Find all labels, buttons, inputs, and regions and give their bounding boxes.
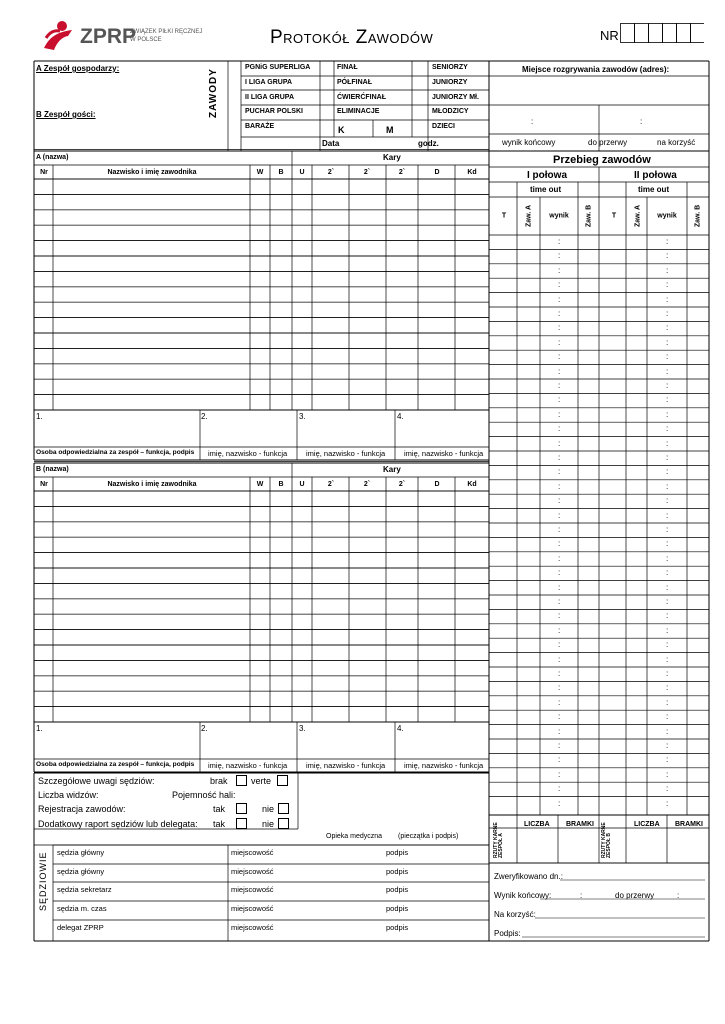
final-score-label: wynik końcowy bbox=[502, 138, 556, 147]
referee-role-1: sędzia główny bbox=[57, 867, 105, 876]
team-a-official-num-3: 4. bbox=[397, 412, 404, 421]
score-colon-b-5: : bbox=[666, 309, 669, 318]
score-colon-b-17: : bbox=[666, 481, 669, 491]
referee-place-3: miejscowość bbox=[231, 904, 274, 913]
competition-4: BARAŻE bbox=[245, 123, 275, 130]
uwagi-label: Szczegółowe uwagi sędziów: bbox=[38, 776, 155, 786]
team-b-official-num-2: 3. bbox=[299, 724, 306, 733]
team-b-col-5: 2` bbox=[327, 481, 335, 488]
team-b-col-1: Nazwisko i imię zawodnika bbox=[107, 481, 197, 488]
category-4: DZIECI bbox=[432, 123, 455, 130]
team-a-col-1: Nazwisko i imię zawodnika bbox=[107, 169, 197, 176]
progress-col-7: Zaw. B bbox=[694, 204, 702, 228]
score-colon-b-26: : bbox=[666, 611, 669, 621]
score-colon-a-12: : bbox=[558, 409, 561, 419]
referee-sign-0: podpis bbox=[386, 848, 409, 857]
score-colon-b-8: : bbox=[666, 352, 669, 362]
team-b-official-num-0: 1. bbox=[36, 724, 43, 733]
score-colon-a-10: : bbox=[558, 381, 561, 390]
team-a-official-num-1: 2. bbox=[201, 412, 208, 421]
score-colon-b-13: : bbox=[666, 424, 669, 434]
score-colon-b-2: : bbox=[666, 265, 669, 275]
team-b-col-2: W bbox=[256, 481, 264, 488]
score-colon-a-17: : bbox=[558, 481, 561, 491]
progress-col-4: T bbox=[611, 212, 617, 220]
score-colon-b-29: : bbox=[666, 654, 669, 664]
progress-col-5: Zaw. A bbox=[634, 204, 642, 228]
referee-sign-4: podpis bbox=[386, 923, 409, 932]
nr-label: NR bbox=[600, 28, 619, 43]
score-colon-a-34: : bbox=[558, 726, 561, 736]
score-colon-a-35: : bbox=[558, 741, 561, 750]
score-colon-a-3: : bbox=[558, 280, 561, 290]
verif-half-label: do przerwy bbox=[615, 891, 655, 900]
score-colon-b-6: : bbox=[666, 323, 669, 333]
half-score-label: do przerwy bbox=[588, 138, 628, 147]
rzuty-b-label: RZUTY KARNE ZESPÓŁ B bbox=[601, 822, 612, 858]
score-colon-b-20: : bbox=[666, 525, 669, 534]
score-colon-b-36: : bbox=[666, 755, 669, 765]
score-colon-b-0: : bbox=[666, 237, 669, 246]
team-b-team-label: B (nazwa) bbox=[36, 466, 69, 473]
team-b-official-sub-0: imię, nazwisko - funkcja bbox=[208, 761, 288, 770]
score-colon-a-21: : bbox=[558, 539, 561, 549]
extra-label: na korzyść bbox=[657, 138, 696, 147]
team-a-col-8: D bbox=[434, 169, 440, 176]
page-title: Protokół Zawodów bbox=[270, 27, 434, 48]
score-colon-b-24: : bbox=[666, 582, 669, 592]
team-a-col-5: 2` bbox=[327, 169, 335, 176]
score-colon-b-16: : bbox=[666, 467, 669, 477]
round-1: PÓŁFINAŁ bbox=[337, 79, 372, 86]
verified-label: Zweryfikowano dn.: bbox=[494, 872, 563, 881]
verif-extra-label: Na korzyść: bbox=[494, 910, 536, 919]
team-b-col-9: Kd bbox=[467, 481, 477, 488]
score-colon-b-37: : bbox=[666, 769, 669, 779]
referee-place-0: miejscowość bbox=[231, 848, 274, 857]
team-b-col-0: Nr bbox=[40, 481, 48, 488]
competition-3: PUCHAR POLSKI bbox=[245, 108, 303, 115]
k-label: K bbox=[338, 125, 345, 135]
score-colon-a-4: : bbox=[558, 294, 561, 304]
score-colon-a-22: : bbox=[558, 553, 561, 563]
score-colon-a-29: : bbox=[558, 654, 561, 664]
score-colon-b-32: : bbox=[666, 697, 669, 707]
progress-col-3: Zaw. B bbox=[585, 204, 593, 228]
score-colon-b-31: : bbox=[666, 683, 669, 693]
rzuty-a-label: RZUTY KARNE ZESPÓŁ A bbox=[493, 822, 504, 858]
progress-col-2: wynik bbox=[549, 212, 569, 220]
godz-label: godz. bbox=[418, 139, 439, 148]
referee-role-3: sędzia m. czas bbox=[57, 904, 107, 913]
score-colon-a-38: : bbox=[558, 784, 561, 794]
team-b-col-6: 2` bbox=[363, 481, 371, 488]
score-colon-b-3: : bbox=[666, 280, 669, 290]
venue-colon-1: : bbox=[531, 117, 534, 126]
referee-place-1: miejscowość bbox=[231, 867, 274, 876]
team-a-official-sub-0: imię, nazwisko - funkcja bbox=[208, 449, 288, 458]
verif-sign-label: Podpis: bbox=[494, 929, 521, 938]
team-a-col-9: Kd bbox=[467, 169, 477, 176]
timeout-2: time out bbox=[638, 185, 670, 194]
score-colon-a-18: : bbox=[558, 496, 561, 506]
referee-role-4: delegat ZPRP bbox=[57, 923, 104, 932]
progress-col-0: T bbox=[501, 212, 507, 220]
round-2: ĆWIERĆFINAŁ bbox=[337, 94, 386, 101]
rejestracja-label: Rejestracja zawodów: bbox=[38, 804, 126, 814]
category-2: JUNIORZY Mł. bbox=[432, 94, 479, 101]
score-colon-a-27: : bbox=[558, 625, 561, 635]
score-colon-a-14: : bbox=[558, 438, 561, 448]
score-colon-a-19: : bbox=[558, 510, 561, 520]
score-colon-b-1: : bbox=[666, 251, 669, 261]
liczba-a: LICZBA bbox=[524, 821, 550, 828]
brak-checkbox[interactable] bbox=[236, 775, 247, 786]
score-colon-a-23: : bbox=[558, 568, 561, 578]
score-colon-a-7: : bbox=[558, 337, 561, 347]
team-a-official-num-0: 1. bbox=[36, 412, 43, 421]
verif-colon-2: : bbox=[677, 891, 680, 900]
away-team-label: B Zespół gości: bbox=[36, 110, 96, 119]
score-colon-b-34: : bbox=[666, 726, 669, 736]
org-short: ZPRP bbox=[80, 25, 137, 48]
category-0: SENIORZY bbox=[432, 64, 468, 71]
score-colon-a-9: : bbox=[558, 366, 561, 376]
score-colon-b-21: : bbox=[666, 539, 669, 549]
score-colon-b-25: : bbox=[666, 597, 669, 606]
round-3: ELIMINACJE bbox=[337, 108, 380, 115]
venue-label: Miejsce rozgrywania zawodów (adres): bbox=[522, 65, 670, 74]
team-b-official-sub-1: imię, nazwisko - funkcja bbox=[306, 761, 386, 770]
team-b-col-7: 2` bbox=[398, 481, 406, 488]
tak-label-2: tak bbox=[213, 819, 226, 829]
team-a-official-sub-1: imię, nazwisko - funkcja bbox=[306, 449, 386, 458]
category-3: MŁODZICY bbox=[432, 108, 469, 115]
pojemnosc-label: Pojemność hali: bbox=[172, 790, 236, 800]
competition-1: I LIGA GRUPA bbox=[245, 79, 293, 86]
competition-0: PGNiG SUPERLIGA bbox=[245, 64, 311, 71]
team-a-col-3: B bbox=[278, 169, 284, 176]
score-colon-a-32: : bbox=[558, 697, 561, 707]
half2-label: II połowa bbox=[634, 170, 677, 181]
score-colon-b-35: : bbox=[666, 741, 669, 750]
nie-checkbox-2[interactable] bbox=[278, 818, 289, 829]
score-colon-a-39: : bbox=[558, 798, 561, 808]
score-colon-b-18: : bbox=[666, 496, 669, 506]
category-1: JUNIORZY bbox=[432, 79, 468, 86]
team-b-official-label: Osoba odpowiedzialna za zespół – funkcja, podpis bbox=[36, 761, 195, 768]
team-b-kary-label: Kary bbox=[383, 465, 401, 474]
score-colon-b-12: : bbox=[666, 409, 669, 419]
progress-col-1: Zaw. A bbox=[525, 204, 533, 228]
org-full-1: ZWIĄZEK PIŁKI RĘCZNEJ bbox=[130, 29, 203, 35]
team-b-col-3: B bbox=[278, 481, 284, 488]
bramki-b: BRAMKI bbox=[675, 821, 703, 828]
score-colon-a-16: : bbox=[558, 467, 561, 477]
score-colon-a-26: : bbox=[558, 611, 561, 621]
referee-sign-1: podpis bbox=[386, 867, 409, 876]
org-full-2: W POLSCE bbox=[130, 37, 162, 43]
bramki-a: BRAMKI bbox=[566, 821, 594, 828]
score-colon-b-39: : bbox=[666, 798, 669, 808]
score-colon-b-30: : bbox=[666, 669, 669, 678]
score-colon-a-24: : bbox=[558, 582, 561, 592]
score-colon-b-27: : bbox=[666, 625, 669, 635]
score-colon-a-11: : bbox=[558, 395, 561, 405]
team-b-col-4: U bbox=[299, 481, 305, 488]
score-colon-b-33: : bbox=[666, 712, 669, 722]
competition-2: II LIGA GRUPA bbox=[245, 94, 294, 101]
nie-label-1: nie bbox=[262, 804, 275, 814]
verte-checkbox[interactable] bbox=[277, 775, 288, 786]
nie-label-2: nie bbox=[262, 819, 275, 829]
home-team-label: A Zespół gospodarzy: bbox=[36, 64, 120, 73]
referee-place-2: miejscowość bbox=[231, 885, 274, 894]
half1-label: I połowa bbox=[527, 170, 567, 181]
score-colon-a-37: : bbox=[558, 769, 561, 779]
score-colon-b-10: : bbox=[666, 381, 669, 390]
team-b-official-num-3: 4. bbox=[397, 724, 404, 733]
team-a-team-label: A (nazwa) bbox=[36, 154, 69, 161]
referee-role-0: sędzia główny bbox=[57, 848, 105, 857]
brak-label: brak bbox=[210, 776, 228, 786]
score-colon-b-23: : bbox=[666, 568, 669, 578]
score-colon-a-31: : bbox=[558, 683, 561, 693]
referees-side-label: SĘDZIOWIE bbox=[38, 851, 48, 911]
team-a-col-6: 2` bbox=[363, 169, 371, 176]
score-colon-a-25: : bbox=[558, 597, 561, 606]
score-colon-b-4: : bbox=[666, 294, 669, 304]
opieka-label: Opieka medyczna bbox=[326, 833, 383, 840]
verif-final-label: Wynik końcowy: bbox=[494, 891, 552, 900]
referee-sign-3: podpis bbox=[386, 904, 409, 913]
team-a-col-2: W bbox=[256, 169, 264, 176]
score-colon-b-11: : bbox=[666, 395, 669, 405]
team-a-kary-label: Kary bbox=[383, 153, 401, 162]
referee-place-4: miejscowość bbox=[231, 923, 274, 932]
score-colon-b-19: : bbox=[666, 510, 669, 520]
score-colon-a-6: : bbox=[558, 323, 561, 333]
verte-label: verte bbox=[251, 776, 272, 786]
m-label: M bbox=[386, 125, 394, 135]
nie-checkbox-1[interactable] bbox=[278, 803, 289, 814]
progress-col-6: wynik bbox=[657, 212, 677, 220]
tak-label-1: tak bbox=[213, 804, 226, 814]
widzow-label: Liczba widzów: bbox=[38, 790, 99, 800]
score-colon-a-2: : bbox=[558, 265, 561, 275]
score-colon-b-22: : bbox=[666, 553, 669, 563]
round-0: FINAŁ bbox=[337, 64, 358, 71]
score-colon-a-8: : bbox=[558, 352, 561, 362]
score-colon-a-13: : bbox=[558, 424, 561, 434]
score-colon-a-30: : bbox=[558, 669, 561, 678]
verif-colon-1: : bbox=[580, 891, 583, 900]
team-b-col-8: D bbox=[434, 481, 440, 488]
team-a-official-label: Osoba odpowiedzialna za zespół – funkcja, podpis bbox=[36, 449, 195, 456]
venue-colon-2: : bbox=[640, 117, 643, 126]
score-colon-a-15: : bbox=[558, 453, 561, 462]
score-colon-a-1: : bbox=[558, 251, 561, 261]
score-colon-a-20: : bbox=[558, 525, 561, 534]
score-colon-b-14: : bbox=[666, 438, 669, 448]
timeout-1: time out bbox=[530, 185, 562, 194]
team-a-official-sub-2: imię, nazwisko - funkcja bbox=[404, 449, 484, 458]
team-b-official-sub-2: imię, nazwisko - funkcja bbox=[404, 761, 484, 770]
tak-checkbox-2[interactable] bbox=[236, 818, 247, 829]
score-colon-a-5: : bbox=[558, 309, 561, 318]
tak-checkbox-1[interactable] bbox=[236, 803, 247, 814]
raport-label: Dodatkowy raport sędziów lub delegata: bbox=[38, 819, 198, 829]
zawody-label: ZAWODY bbox=[208, 68, 219, 118]
score-colon-a-28: : bbox=[558, 640, 561, 650]
score-colon-a-33: : bbox=[558, 712, 561, 722]
score-colon-b-9: : bbox=[666, 366, 669, 376]
team-a-col-7: 2` bbox=[398, 169, 406, 176]
score-colon-b-38: : bbox=[666, 784, 669, 794]
progress-title: Przebieg zawodów bbox=[553, 154, 651, 166]
team-a-official-num-2: 3. bbox=[299, 412, 306, 421]
score-colon-a-36: : bbox=[558, 755, 561, 765]
score-colon-b-15: : bbox=[666, 453, 669, 462]
score-colon-b-28: : bbox=[666, 640, 669, 650]
referee-sign-2: podpis bbox=[386, 885, 409, 894]
liczba-b: LICZBA bbox=[634, 821, 660, 828]
data-label: Data bbox=[322, 139, 340, 148]
team-a-col-4: U bbox=[299, 169, 305, 176]
pieczatka-label: (pieczątka i podpis) bbox=[398, 833, 459, 840]
referee-role-2: sędzia sekretarz bbox=[57, 885, 112, 894]
score-colon-a-0: : bbox=[558, 237, 561, 246]
team-b-official-num-1: 2. bbox=[201, 724, 208, 733]
team-a-col-0: Nr bbox=[40, 169, 48, 176]
score-colon-b-7: : bbox=[666, 337, 669, 347]
